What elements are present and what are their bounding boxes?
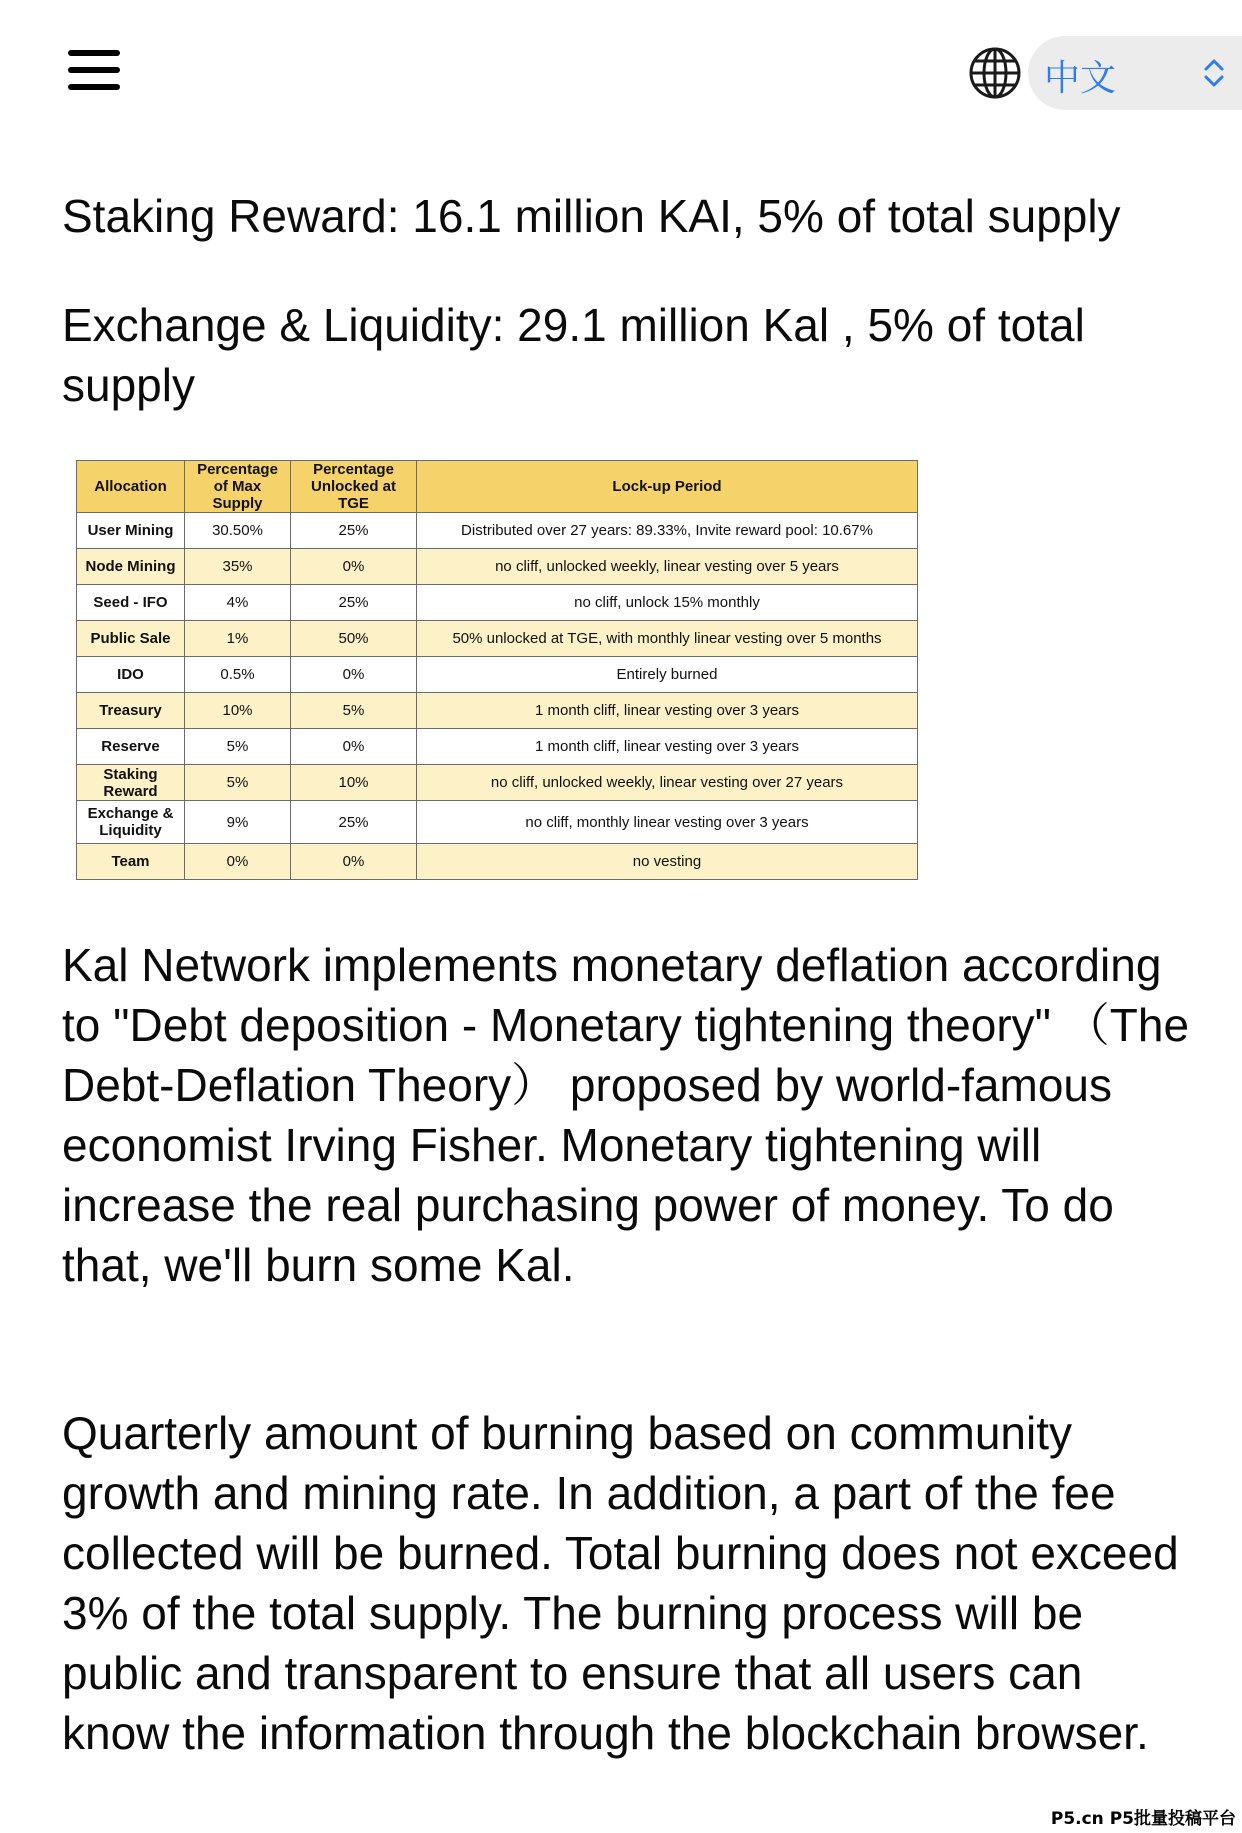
cell-max-supply: 5% <box>185 729 291 765</box>
chevron-up-down-icon <box>1202 58 1226 88</box>
cell-unlocked-tge: 25% <box>291 585 417 621</box>
cell-allocation: Team <box>77 844 185 880</box>
token-allocation-table <box>76 460 918 880</box>
cell-max-supply: 4% <box>185 585 291 621</box>
cell-lockup: no cliff, monthly linear vesting over 3 years <box>417 801 918 844</box>
cell-allocation: Seed - IFO <box>77 585 185 621</box>
deflation-paragraph: Kal Network implements monetary deflation according to "Debt deposition - Monetary tightening theory" （The Debt-Deflation Theory） proposed by world-famous economist Irving Fisher. Monetary tightening will increase the real purchasing power of money. To do that, we'll burn some Kal. <box>62 939 1190 1291</box>
cell-max-supply: 10% <box>185 693 291 729</box>
cell-max-supply: 1% <box>185 621 291 657</box>
language-select[interactable] <box>1028 36 1242 110</box>
cell-max-supply: 0% <box>185 844 291 880</box>
table-row <box>77 801 918 844</box>
header-percent-max-supply: Percentage of Max Supply <box>185 461 291 513</box>
cell-unlocked-tge: 25% <box>291 513 417 549</box>
cell-lockup: no cliff, unlocked weekly, linear vesting over 5 years <box>417 549 918 585</box>
cell-allocation: IDO <box>77 657 185 693</box>
cell-unlocked-tge: 0% <box>291 844 417 880</box>
header-allocation: Allocation <box>77 461 185 513</box>
hamburger-menu-icon[interactable] <box>68 48 120 92</box>
cell-allocation: Public Sale <box>77 621 185 657</box>
table-row <box>77 844 918 880</box>
exchange-liquidity-text: Exchange & Liquidity: 29.1 million Kal , 5% of total supply <box>62 299 1085 411</box>
cell-unlocked-tge: 0% <box>291 657 417 693</box>
table-row <box>77 765 918 801</box>
cell-lockup: 1 month cliff, linear vesting over 3 years <box>417 729 918 765</box>
cell-unlocked-tge: 50% <box>291 621 417 657</box>
menu-line <box>68 50 120 56</box>
cell-allocation: Staking Reward <box>77 765 185 801</box>
globe-icon <box>968 46 1022 100</box>
cell-lockup: 1 month cliff, linear vesting over 3 years <box>417 693 918 729</box>
table-row <box>77 693 918 729</box>
menu-line <box>68 67 120 73</box>
cell-allocation: Exchange & Liquidity <box>77 801 185 844</box>
cell-max-supply: 30.50% <box>185 513 291 549</box>
watermark: P5.cn P5批量投稿平台 <box>1050 1809 1236 1829</box>
cell-allocation: Node Mining <box>77 549 185 585</box>
cell-max-supply: 0.5% <box>185 657 291 693</box>
cell-lockup: Entirely burned <box>417 657 918 693</box>
cell-unlocked-tge: 5% <box>291 693 417 729</box>
table-row <box>77 729 918 765</box>
cell-unlocked-tge: 0% <box>291 549 417 585</box>
table-row <box>77 657 918 693</box>
cell-allocation: User Mining <box>77 513 185 549</box>
cell-unlocked-tge: 25% <box>291 801 417 844</box>
staking-reward-text: Staking Reward: 16.1 million KAI, 5% of total supply <box>62 190 1121 242</box>
cell-unlocked-tge: 10% <box>291 765 417 801</box>
table-row <box>77 549 918 585</box>
cell-allocation: Reserve <box>77 729 185 765</box>
table-row <box>77 513 918 549</box>
table-row <box>77 585 918 621</box>
menu-line <box>68 84 120 90</box>
cell-lockup: no vesting <box>417 844 918 880</box>
cell-unlocked-tge: 0% <box>291 729 417 765</box>
cell-lockup: Distributed over 27 years: 89.33%, Invite reward pool: 10.67% <box>417 513 918 549</box>
cell-lockup: no cliff, unlocked weekly, linear vesting over 27 years <box>417 765 918 801</box>
table-header-row <box>77 461 918 513</box>
burning-paragraph: Quarterly amount of burning based on community growth and mining rate. In addition, a part of the fee collected will be burned. Total burning does not exceed 3% of the total supply. The burning process will be public and transparent to ensure that all users can know the information through the blockchain browser. <box>62 1407 1179 1759</box>
cell-max-supply: 9% <box>185 801 291 844</box>
language-selected-value: 中文 <box>1044 58 1117 99</box>
cell-lockup: 50% unlocked at TGE, with monthly linear vesting over 5 months <box>417 621 918 657</box>
cell-lockup: no cliff, unlock 15% monthly <box>417 585 918 621</box>
header-percent-unlocked-tge: Percentage Unlocked at TGE <box>291 461 417 513</box>
header-lockup-period: Lock-up Period <box>417 461 918 513</box>
cell-max-supply: 5% <box>185 765 291 801</box>
cell-max-supply: 35% <box>185 549 291 585</box>
cell-allocation: Treasury <box>77 693 185 729</box>
table-row <box>77 621 918 657</box>
